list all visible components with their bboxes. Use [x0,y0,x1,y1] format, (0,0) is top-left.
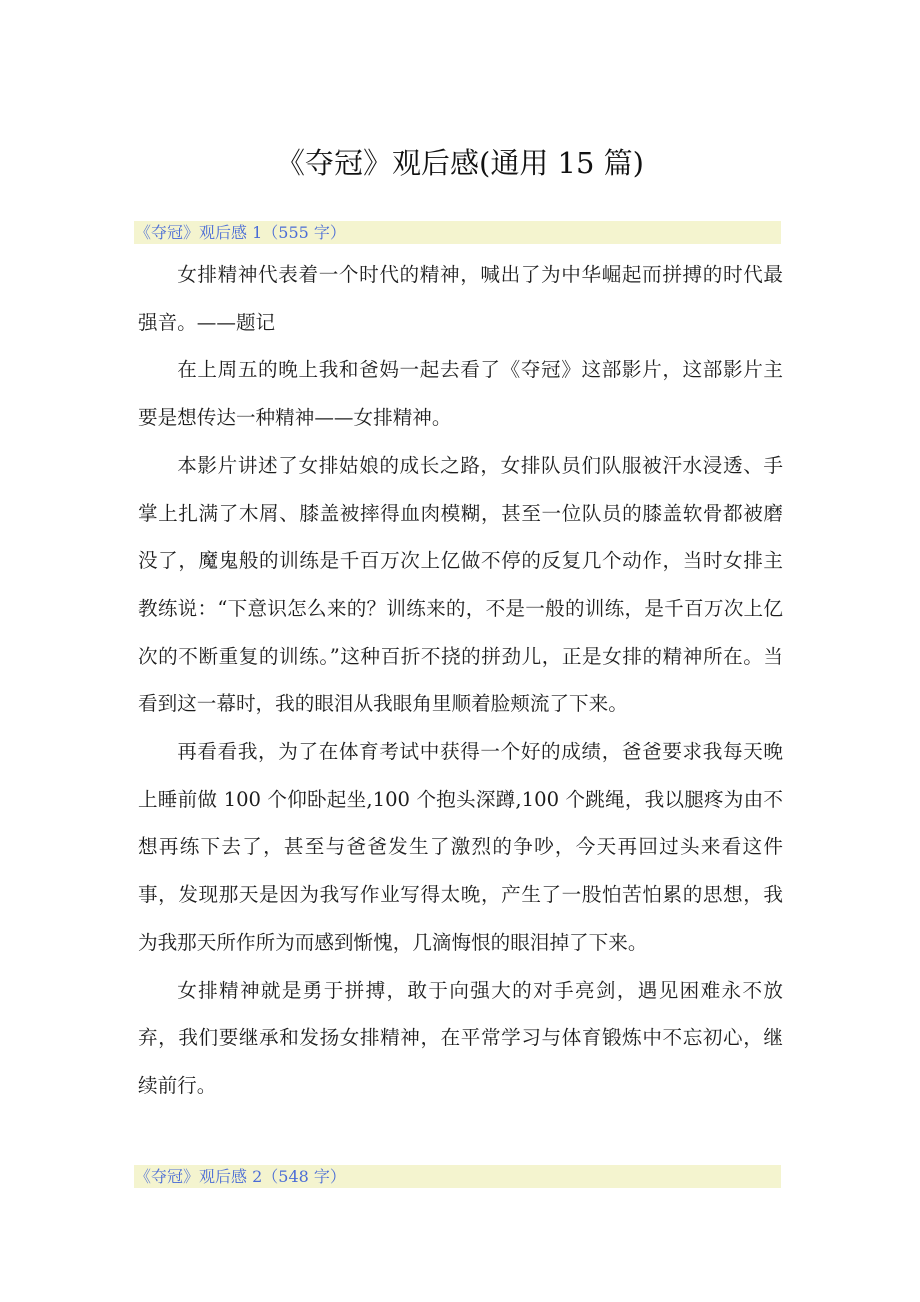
section-heading-1[interactable] [134,221,781,244]
section-heading-2[interactable] [134,1165,781,1188]
paragraph: 在上周五的晚上我和爸妈一起去看了《夺冠》这部影片，这部影片主要是想传达一种精神——女排精神。 [138,358,783,430]
document-title: 《夺冠》观后感(通用 15 篇) [276,146,644,180]
section-heading-1-label: 《夺冠》观后感 1（555 字） [135,223,346,242]
section-heading-2-label: 《夺冠》观后感 2（548 字） [135,1167,346,1186]
section-1-body [138,251,783,1110]
paragraph: 女排精神就是勇于拼搏，敢于向强大的对手亮剑，遇见困难永不放弃，我们要继承和发扬女排精神，在平常学习与体育锻炼中不忘初心，继续前行。 [138,978,783,1097]
paragraph: 本影片讲述了女排姑娘的成长之路，女排队员们队服被汗水浸透、手掌上扎满了木屑、膝盖被摔得血肉模糊，甚至一位队员的膝盖软骨都被磨没了，魔鬼般的训练是千百万次上亿做不停的反复几个动作，当时女排主教练说：“下意识怎么来的？训练来的，不是一般的训练，是千百万次上亿次的不断重复的训练。”这种百折不挠的拼劲儿，正是女排的精神所在。当看到这一幕时，我的眼泪从我眼角里顺着脸颊流了下来。 [138,453,783,716]
paragraph: 再看看我，为了在体育考试中获得一个好的成绩，爸爸要求我每天晚上睡前做 100 个仰卧起坐,100 个抱头深蹲,100 个跳绳，我以腿疼为由不想再练下去了，甚至与爸爸发生了激烈的争吵，今天再回过头来看这件事，发现那天是因为我写作业写得太晚，产生了一股怕苦怕累的思想，我为我那天所作所为而感到惭愧，几滴悔恨的眼泪掉了下来。 [138,740,783,954]
paragraph: 女排精神代表着一个时代的精神，喊出了为中华崛起而拼搏的时代最强音。——题记 [138,263,783,334]
